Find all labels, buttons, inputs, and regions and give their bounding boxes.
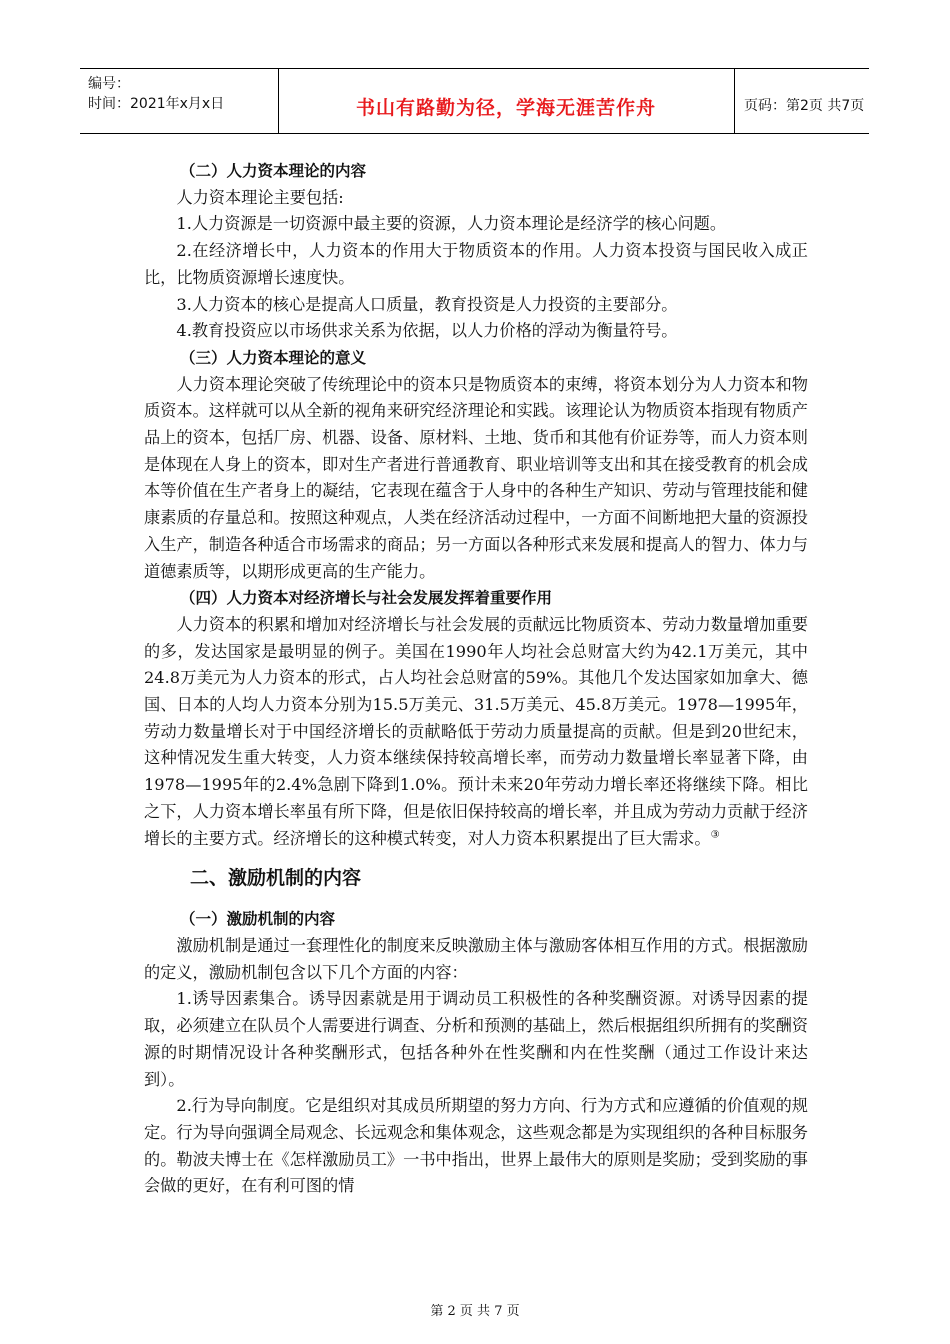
header-motto-cell [278,69,735,133]
paragraph: 激励机制是通过一套理性化的制度来反映激励主体与激励客体相互作用的方式。根据激励的定义，激励机制包含以下几个方面的内容： [144,935,808,982]
paragraph-text: 人力资本的积累和增加对经济增长与社会发展的贡献远比物质资本、劳动力数量增加重要的多，发达国家是最明显的例子。美国在1990年人均社会总财富大约为42.1万美元，其中24.8万美元为人力资本的形式，占人均社会总财富的59%。其他几个发达国家如加拿大、德国、日本的人均人力资本分别为15.5万美元、31.5万美元、45.8万美元。1978—1995年，劳动力数量增长对于中国经济增长的贡献略低于劳动力质量提高的贡献。但是到20世纪末，这种情况发生重大转变，人力资本继续保持较高增长率，而劳动力数量增长率显著下降，由1978—1995年的2.4%急剧下降到1.0%。预计未来20年劳动力增长率还将继续下降。相比之下，人力资本增长率虽有所下降，但是依旧保持较高的增长率，并且成为劳动力贡献于经济增长的主要方式。经济增长的这种模式转变，对人力资本积累提出了巨大需求。 [144,614,808,848]
section-heading-2-3: （三）人力资本理论的意义 [180,348,367,367]
paragraph: 2.在经济增长中，人力资本的作用大于物质资本的作用。人力资本投资与国民收入成正比，比物质资源增长速度快。 [144,241,808,287]
paragraph: 3.人力资本的核心是提高人口质量，教育投资是人力投资的主要部分。 [176,294,678,314]
paragraph: 2.行为导向制度。它是组织对其成员所期望的努力方向、行为方式和应遵循的价值观的规定。行为导向强调全局观念、长远观念和集体观念，这些观念都是为实现组织的各种目标服务的。勒波夫博士在《怎样激励员工》一书中指出，世界上最伟大的原则是奖励；受到奖励的事会做的更好，在有利可图的情 [144,1096,808,1196]
page-header [80,68,869,134]
header-page-cell [734,69,869,133]
paragraph: 4.教育投资应以市场供求关系为依据，以人力价格的浮动为衡量符号。 [176,321,678,341]
paragraph: 1.人力资源是一切资源中最主要的资源，人力资本理论是经济学的核心问题。 [176,214,727,234]
chapter-heading: 二、激励机制的内容 [190,867,362,890]
footnote-marker: ③ [710,829,720,841]
section-heading-3-1: （一）激励机制的内容 [180,910,336,929]
paragraph: 人力资本理论突破了传统理论中的资本只是物质资本的束缚，将资本划分为人力资本和物质资本。这样就可以从全新的视角来研究经济理论和实践。该理论认为物质资本指现有物质产品上的资本，包括厂房、机器、设备、原材料、土地、货币和其他有价证券等，而人力资本则是体现在人身上的资本，即对生产者进行普通教育、职业培训等支出和其在接受教育的机会成本等价值在生产者身上的凝结，它表现在蕴含于人身中的各种生产知识、劳动与管理技能和健康素质的存量总和。按照这种观点，人类在经济活动过程中，一方面不间断地把大量的资源投入生产，制造各种适合市场需求的商品；另一方面以各种形式来发展和提高人的智力、体力与道德素质等，以期形成更高的生产能力。 [144,374,808,581]
motto-text: 书山有路勤为径，学海无涯苦作舟 [355,97,656,119]
paragraph: 人力资本理论主要包括: [176,187,344,207]
paragraph: 1.诱导因素集合。诱导因素就是用于调动员工积极性的各种奖酬资源。对诱导因素的提取，必须建立在队员个人需要进行调查、分析和预测的基础上，然后根据组织所拥有的奖酬资源的时期情况设计各种奖酬形式，包括各种外在性奖酬和内在性奖酬（通过工作设计来达到）。 [144,989,808,1089]
header-meta-cell [80,69,279,133]
date-label: 时间：2021年x月x日 [88,96,225,112]
page-footer: 第 2 页 共 7 页 [430,1304,520,1319]
section-heading-2-2: （二）人力资本理论的内容 [180,162,367,180]
section-heading-2-4: （四）人力资本对经济增长与社会发展发挥着重要作用 [180,589,553,608]
serial-label: 编号： [88,76,130,92]
document-body [144,158,808,1200]
header-page-label: 页码：第2页 共7页 [744,98,865,114]
paragraph-with-note [144,612,808,852]
